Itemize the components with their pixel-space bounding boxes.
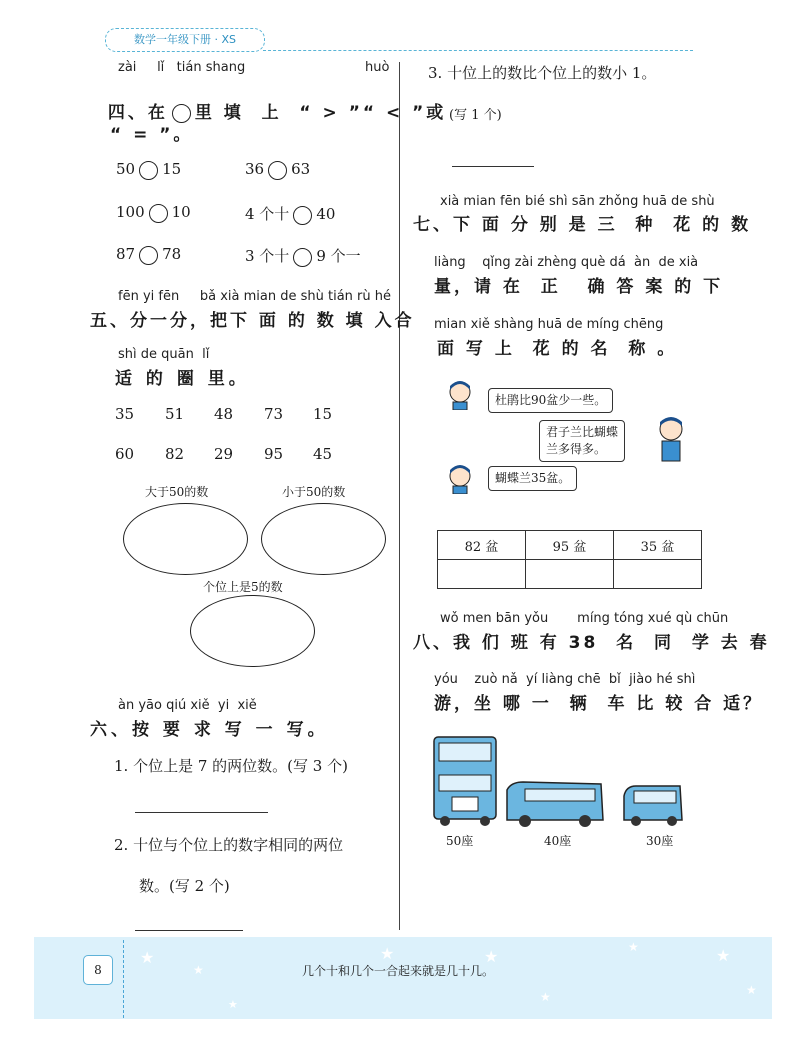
oval-less-than-50[interactable]	[261, 503, 386, 575]
q6-item-3: 3. 十位上的数比个位上的数小 1。	[428, 64, 657, 82]
header-dashed-line	[263, 50, 693, 51]
q7-pinyin-3: mian xiě shàng huā de míng chēng	[434, 317, 664, 332]
q5-number: 29	[214, 445, 234, 463]
double-decker-bus-icon	[432, 735, 498, 827]
q4-title	[90, 78, 446, 123]
q4-title-part1: 四、在	[107, 103, 168, 123]
q8-pinyin-2: yóu zuò nǎ yí liàng chē bǐ jiào hé shì	[434, 672, 696, 687]
q5-title-2: 适 的 圈 里。	[115, 369, 250, 389]
answer-table	[437, 530, 702, 589]
answer-blank[interactable]	[135, 930, 243, 931]
star-icon: ★	[193, 963, 204, 977]
q4-row-1-right: 36 63	[245, 160, 311, 178]
q5-number: 15	[313, 405, 333, 423]
q4-row-2-left: 100 10	[116, 203, 191, 221]
q5-number: 35	[115, 405, 135, 423]
q6-pinyin: àn yāo qiú xiě yi xiě	[118, 698, 257, 713]
compare-circle[interactable]	[139, 246, 158, 265]
q4-pinyin: zài lǐ tián shang huò	[118, 60, 390, 75]
footer-tip: 几个十和几个一合起来就是几十几。	[302, 964, 495, 978]
girl-avatar-icon	[446, 378, 474, 410]
q8-pinyin-1: wǒ men bān yǒu míng tóng xué qù chūn	[440, 611, 729, 626]
vehicle-label-30: 30座	[646, 834, 674, 848]
q5-number: 51	[165, 405, 185, 423]
q4-row-2-right: 4 个十 40	[245, 205, 336, 223]
speech-bubble-3: 蝴蝶兰35盆。	[488, 466, 577, 491]
q8-title-2: 游，坐 哪 一 辆 车 比 较 合 适？	[434, 694, 764, 714]
star-icon: ★	[140, 948, 155, 967]
answer-cell[interactable]	[438, 560, 526, 589]
page-number: 8	[83, 955, 113, 985]
star-icon: ★	[628, 940, 639, 954]
q6-title: 六、按 要 求 写 一 写。	[90, 720, 329, 740]
q5-title-1: 五、分一分，把下 面 的 数 填 入合	[90, 311, 415, 331]
star-icon: ★	[228, 998, 238, 1011]
q5-pinyin-2: shì de quān lǐ	[118, 347, 210, 362]
compare-circle[interactable]	[149, 204, 168, 223]
q5-number: 45	[313, 445, 333, 463]
table-cell-82: 82 盆	[438, 531, 526, 560]
q5-number: 82	[165, 445, 185, 463]
q6-item-2: 2. 十位与个位上的数字相同的两位	[114, 836, 344, 854]
q4-row-3-left: 87 78	[116, 245, 182, 263]
q7-title-2: 量，请 在 正 确 答 案 的 下	[434, 277, 724, 297]
answer-blank[interactable]	[452, 166, 534, 167]
q5-number: 73	[264, 405, 284, 423]
oval-label-greater: 大于50的数	[145, 485, 209, 499]
q6-item-1: 1. 个位上是 7 的两位数。(写 3 个)	[114, 757, 348, 775]
q4-title-part2: 里 填 上 “ > ”“ < ”或	[194, 103, 447, 123]
answer-cell[interactable]	[526, 560, 614, 589]
q5-number: 95	[264, 445, 284, 463]
vehicle-label-40: 40座	[544, 834, 572, 848]
q5-number: 48	[214, 405, 234, 423]
speech-bubble-2: 君子兰比蝴蝶 兰多得多。	[539, 420, 625, 462]
q8-title-1: 八、我 们 班 有 38 名 同 学 去 春	[413, 633, 770, 653]
compare-circle[interactable]	[293, 248, 312, 267]
oval-ones-digit-5[interactable]	[190, 595, 315, 667]
star-icon: ★	[540, 990, 551, 1004]
boy-avatar-icon	[654, 415, 688, 463]
footer-divider	[123, 940, 124, 1018]
q7-title-1: 七、下 面 分 别 是 三 种 花 的 数	[413, 215, 752, 235]
header-tab: 数学一年级下册 · XS	[105, 28, 265, 52]
oval-label-ones-5: 个位上是5的数	[203, 580, 283, 594]
table-cell-95: 95 盆	[526, 531, 614, 560]
answer-cell[interactable]	[614, 560, 702, 589]
q7-pinyin-1: xià mian fēn bié shì sān zhǒng huā de shù	[440, 194, 715, 209]
q6-item-3-note: (写 1 个)	[449, 108, 502, 123]
column-divider	[399, 62, 400, 930]
answer-blank[interactable]	[135, 812, 268, 813]
compare-circle[interactable]	[293, 206, 312, 225]
compare-circle[interactable]	[139, 161, 158, 180]
girl-avatar-2-icon	[446, 462, 474, 494]
star-icon: ★	[716, 946, 731, 965]
q7-title-3: 面 写 上 花 的 名 称 。	[437, 339, 678, 359]
star-icon: ★	[380, 944, 395, 963]
table-cell-35: 35 盆	[614, 531, 702, 560]
oval-greater-than-50[interactable]	[123, 503, 248, 575]
q5-number: 60	[115, 445, 135, 463]
star-icon: ★	[746, 983, 757, 997]
oval-label-less: 小于50的数	[282, 485, 346, 499]
coach-bus-icon	[503, 780, 607, 828]
q7-pinyin-2: liàng qǐng zài zhèng què dá àn de xià	[434, 255, 699, 270]
star-icon: ★	[484, 947, 499, 966]
q5-pinyin-1: fēn yi fēn bǎ xià mian de shù tián rù hé	[118, 289, 391, 304]
compare-circle[interactable]	[268, 161, 287, 180]
q4-title-line2: “ = ”。	[110, 125, 194, 145]
minibus-icon	[620, 784, 686, 828]
vehicle-label-50: 50座	[446, 834, 474, 848]
speech-bubble-1: 杜鹃比90盆少一些。	[488, 388, 613, 413]
q4-row-1-left: 50 15	[116, 160, 182, 178]
q4-row-3-right: 3 个十 9 个一	[245, 247, 361, 265]
q6-item-2-cont: 数。(写 2 个)	[139, 877, 230, 895]
